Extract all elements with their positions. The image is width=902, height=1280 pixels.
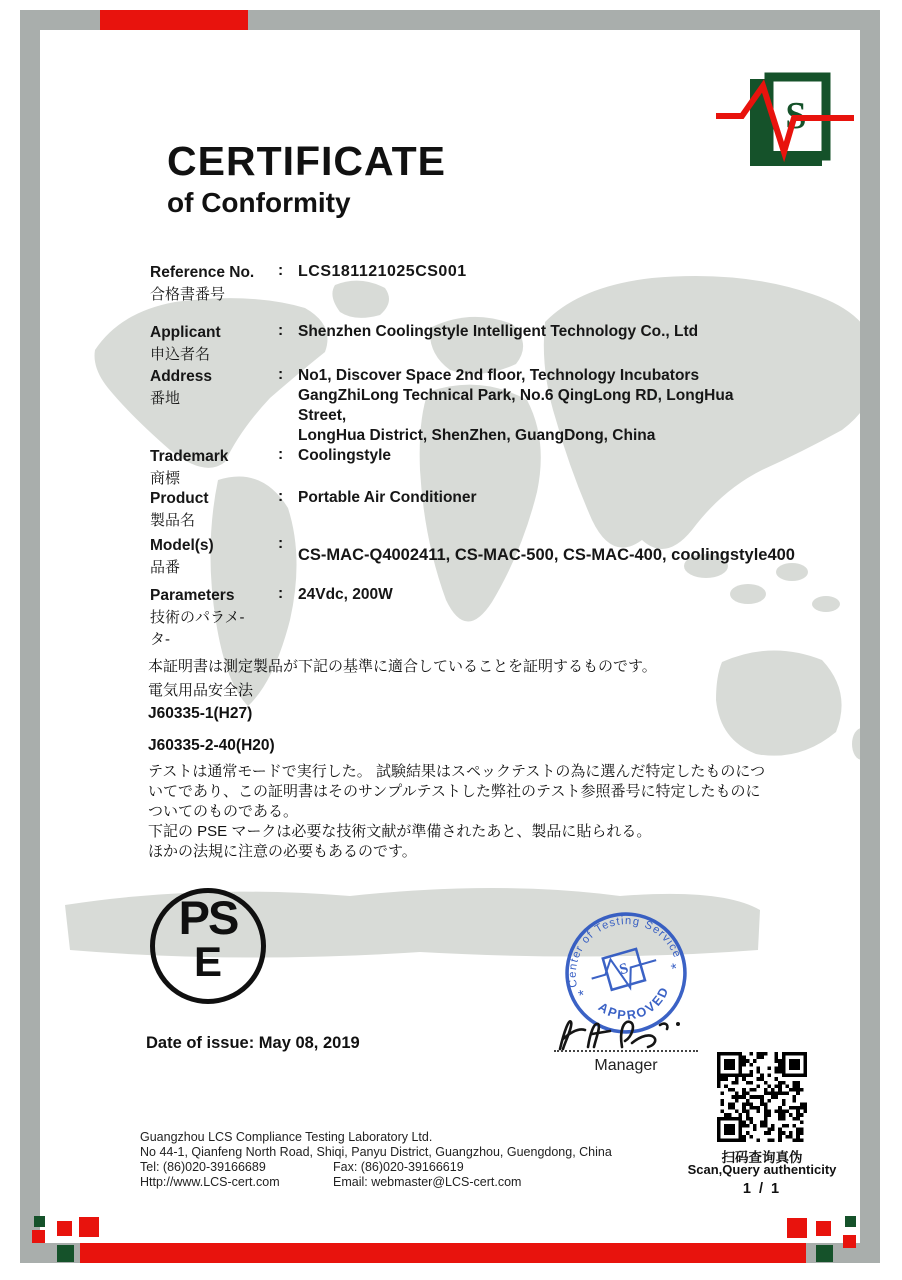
stamp-star-icon: * xyxy=(669,960,680,979)
deco-square xyxy=(816,1245,833,1262)
frame-left-bar xyxy=(20,10,40,1263)
page-number: 1 / 1 xyxy=(742,1181,782,1197)
statement-block xyxy=(148,655,788,755)
field-colon: : xyxy=(278,366,284,383)
field-colon: : xyxy=(278,322,284,339)
field-colon: : xyxy=(278,535,284,552)
qr-code-icon xyxy=(717,1052,807,1142)
signature-icon xyxy=(552,1012,702,1054)
deco-square xyxy=(816,1221,831,1236)
qr-caption-zh: 扫码查询真伪 xyxy=(721,1150,803,1165)
field-colon: : xyxy=(278,585,284,602)
svg-text:S: S xyxy=(785,95,807,137)
deco-square xyxy=(32,1230,45,1243)
notes-line: ついてのものである。 xyxy=(148,803,299,820)
field-label: Address 番地 xyxy=(150,368,213,407)
footer-email: Email: webmaster@LCS-cert.com xyxy=(333,1175,522,1189)
field-value: LCS181121025CS001 xyxy=(298,263,467,280)
field-value: Coolingstyle xyxy=(298,447,392,464)
field-label: Trademark 商標 xyxy=(150,448,229,487)
field-label: Parameters 技術のパラメ- タ- xyxy=(150,587,245,648)
svg-text:APPROVED: APPROVED xyxy=(595,983,673,1023)
deco-square xyxy=(57,1221,72,1236)
notes-block xyxy=(148,762,798,862)
notes-line: いてであり、この証明書はそのサンプルテストした弊社のテスト参照番号に特定したものに xyxy=(148,783,761,800)
statement-line: 電気用品安全法 xyxy=(148,682,254,699)
deco-square xyxy=(787,1218,807,1238)
qr-caption-en: Scan,Query authenticity xyxy=(687,1162,837,1177)
signature-line xyxy=(554,1050,698,1052)
standard-code: J60335-2-40(H20) xyxy=(148,737,275,754)
deco-square xyxy=(845,1216,856,1227)
signer-role-label: Manager xyxy=(594,1057,658,1074)
footer-tel: Tel: (86)020-39166689 xyxy=(140,1160,266,1174)
field-colon: : xyxy=(278,262,284,279)
notes-line: 下記の PSE マークは必要な技術文献が準備されたあと、製品に貼られる。 xyxy=(148,823,652,840)
date-of-issue: Date of issue: May 08, 2019 xyxy=(146,1034,360,1052)
footer-lab-address: No 44-1, Qianfeng North Road, Shiqi, Panyu District, Guangzhou, Guengdong, China xyxy=(140,1145,612,1159)
footer-lab-name: Guangzhou LCS Compliance Testing Laboratory Ltd. xyxy=(140,1130,433,1144)
field-label: Reference No. 合格書番号 xyxy=(150,264,255,303)
notes-line: ほかの法規に注意の必要もあるのです。 xyxy=(148,843,417,860)
notes-line: テストは通常モードで実行した。 試験結果はスペックテストの為に選んだ特定したものにつ xyxy=(148,763,766,780)
svg-text:Center of Testing Service: Center of Testing Service xyxy=(566,915,684,989)
deco-square xyxy=(843,1235,856,1248)
certificate-title: CERTIFICATE xyxy=(167,138,447,184)
frame-bottom-red-segment xyxy=(80,1243,806,1263)
statement-line: 本証明書は測定製品が下記の基準に適合していることを証明するものです。 xyxy=(148,658,657,675)
deco-square xyxy=(34,1216,45,1227)
deco-square xyxy=(57,1245,74,1262)
frame-right-bar xyxy=(860,10,880,1263)
field-value: Shenzhen Coolingstyle Intelligent Technology Co., Ltd xyxy=(298,323,699,340)
deco-square xyxy=(79,1217,99,1237)
field-value: Portable Air Conditioner xyxy=(298,489,477,506)
lcs-logo-icon xyxy=(712,66,872,171)
footer-fax: Fax: (86)020-39166619 xyxy=(333,1160,464,1174)
footer-website: Http://www.LCS-cert.com xyxy=(140,1175,280,1189)
field-value: No1, Discover Space 2nd floor, Technology Incubators GangZhiLong Technical Park, No.6 QingLong RD, LongHua Street, LongHua District, ShenZhen, GuangDong, China xyxy=(298,367,734,444)
field-colon: : xyxy=(278,488,284,505)
stamp-star-icon: * xyxy=(576,986,587,1005)
pse-mark-icon: PS E xyxy=(150,888,266,1004)
standard-code: J60335-1(H27) xyxy=(148,705,253,722)
field-label: Applicant 申込者名 xyxy=(150,324,221,363)
field-value: CS-MAC-Q4002411, CS-MAC-500, CS-MAC-400, coolingstyle400 xyxy=(298,546,795,564)
certificate-subtitle: of Conformity xyxy=(167,187,351,218)
svg-text:S: S xyxy=(617,959,631,979)
field-label: Product 製品名 xyxy=(150,490,209,529)
field-label: Model(s) 品番 xyxy=(150,537,214,576)
field-value: 24Vdc, 200W xyxy=(298,586,393,603)
field-colon: : xyxy=(278,446,284,463)
frame-top-red-segment xyxy=(100,10,248,30)
